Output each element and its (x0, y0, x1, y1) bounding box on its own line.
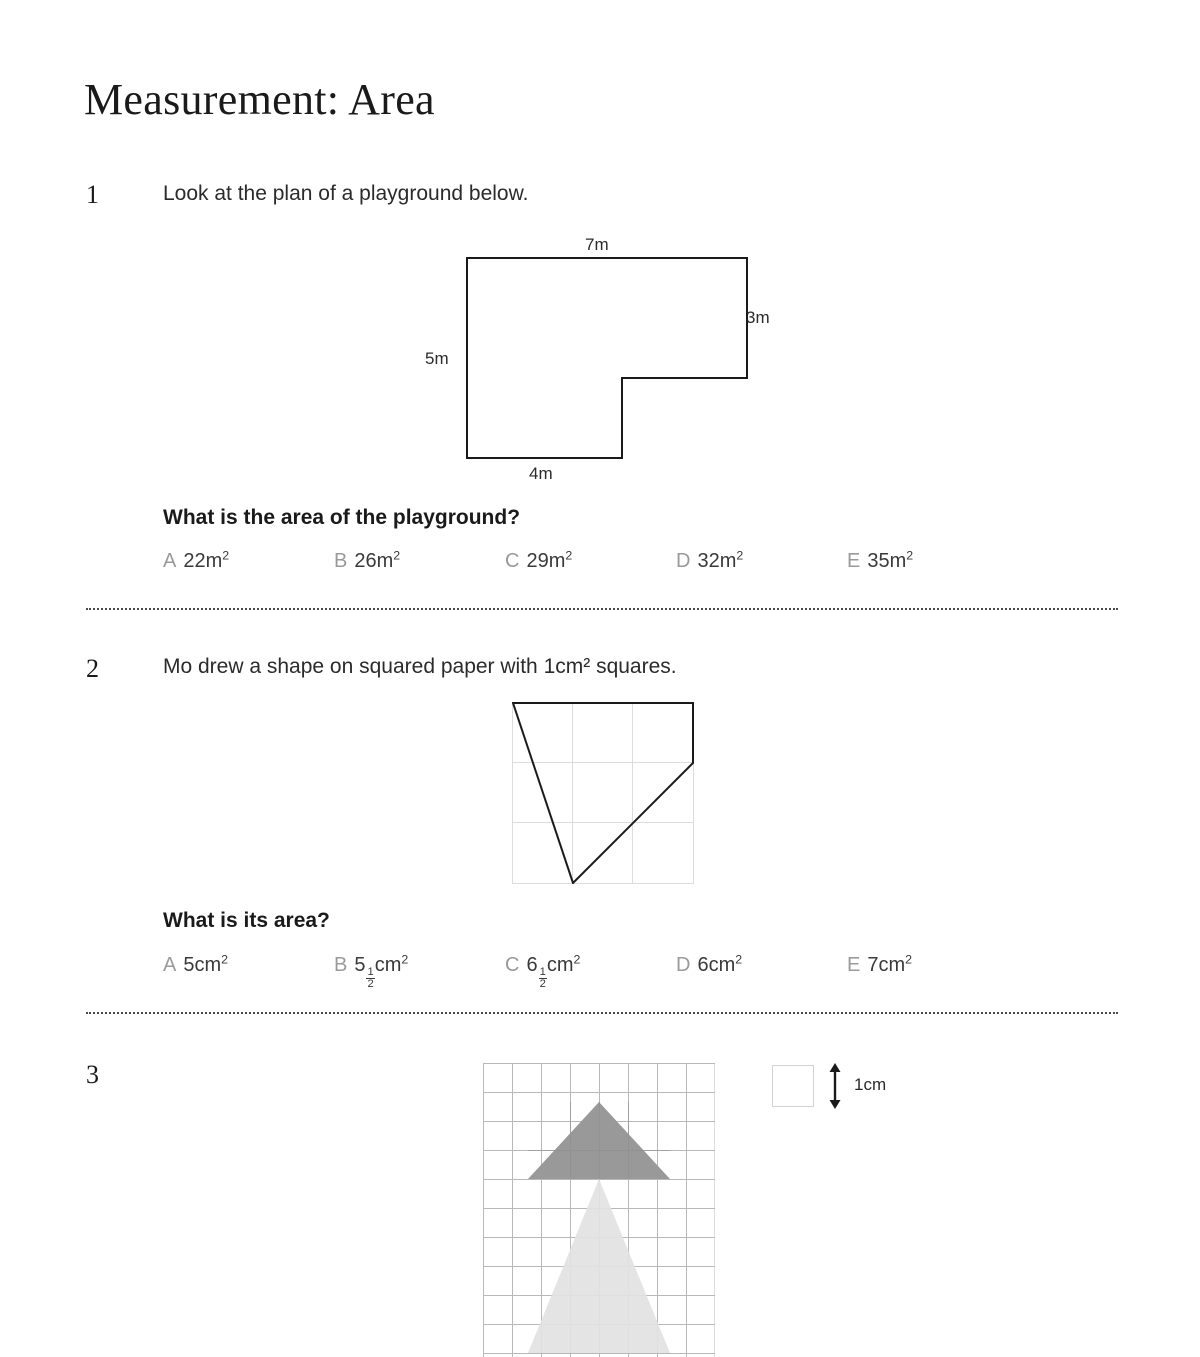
option-2-a-unit: cm (194, 954, 222, 976)
option-2-b-whole: 5 (354, 954, 366, 976)
question-1-stem: Look at the plan of a playground below. (163, 182, 529, 205)
squared-paper-svg (512, 702, 694, 884)
separator-1 (86, 608, 1118, 610)
option-1-d-letter: D (676, 550, 691, 572)
option-1-a-sup: 2 (222, 548, 230, 563)
option-2-a-whole: 5 (183, 954, 195, 976)
option-1-b[interactable] (334, 548, 400, 574)
option-2-a[interactable] (163, 952, 228, 978)
option-2-d-whole: 6 (697, 954, 709, 976)
question-1-options (163, 548, 1123, 580)
page-title: Measurement: Area (84, 75, 435, 124)
option-2-d-unit: cm (708, 954, 736, 976)
key-label-1cm: 1cm (854, 1075, 887, 1094)
option-1-d-sup: 2 (736, 548, 744, 563)
option-1-e[interactable] (847, 548, 913, 574)
option-2-d[interactable] (676, 952, 742, 978)
option-1-b-letter: B (334, 550, 348, 572)
dimension-label-bottom: 4m (529, 464, 553, 483)
option-2-c-whole: 6 (526, 954, 538, 976)
option-2-e-whole: 7 (867, 954, 879, 976)
question-1-ask: What is the area of the playground? (163, 506, 521, 529)
option-2-c-unit: cm (546, 954, 574, 976)
kite-grid-figure (483, 1063, 715, 1357)
kite-grid-svg (483, 1063, 715, 1357)
double-arrow-icon (824, 1063, 846, 1109)
option-1-b-value: 26m (354, 550, 394, 572)
option-2-b-denominator: 2 (367, 978, 374, 990)
grid-lines (512, 702, 694, 884)
option-2-a-sup: 2 (221, 952, 229, 967)
option-1-b-sup: 2 (393, 548, 401, 563)
option-2-e[interactable] (847, 952, 912, 978)
kite-grid-key (772, 1063, 902, 1113)
option-2-c-numerator: 1 (539, 965, 546, 978)
option-2-b-letter: B (334, 954, 348, 976)
option-2-c-denominator: 2 (539, 978, 546, 990)
option-1-d[interactable] (676, 548, 743, 574)
option-1-a-value: 22m (183, 550, 223, 572)
question-number-3: 3 (86, 1060, 99, 1089)
option-1-e-value: 35m (867, 550, 907, 572)
key-unit-square (772, 1065, 814, 1107)
option-2-c[interactable] (505, 952, 580, 990)
option-1-a-letter: A (163, 550, 177, 572)
option-2-c-sup: 2 (573, 952, 581, 967)
dimension-label-right: 3m (746, 308, 770, 327)
mo-shape-outline (513, 703, 693, 883)
option-1-e-letter: E (847, 550, 861, 572)
question-number-2: 2 (86, 654, 99, 683)
option-1-c-sup: 2 (565, 548, 573, 563)
separator-2 (86, 1012, 1118, 1014)
question-number-1: 1 (86, 180, 99, 209)
dimension-label-left: 5m (425, 349, 449, 368)
playground-outline (467, 258, 747, 458)
option-2-b[interactable] (334, 952, 408, 990)
option-2-c-fraction (539, 967, 547, 991)
option-1-c-value: 29m (526, 550, 566, 572)
question-2-ask: What is its area? (163, 909, 330, 932)
option-2-e-letter: E (847, 954, 861, 976)
option-2-b-sup: 2 (401, 952, 409, 967)
option-1-c-letter: C (505, 550, 520, 572)
option-2-b-unit: cm (374, 954, 402, 976)
option-2-e-unit: cm (878, 954, 906, 976)
option-1-c[interactable] (505, 548, 572, 574)
option-2-b-fraction (366, 967, 374, 991)
option-2-c-letter: C (505, 954, 520, 976)
option-1-e-sup: 2 (906, 548, 914, 563)
option-2-a-letter: A (163, 954, 177, 976)
option-2-e-sup: 2 (905, 952, 913, 967)
option-2-d-letter: D (676, 954, 691, 976)
squared-paper-figure (512, 702, 694, 884)
question-2-stem: Mo drew a shape on squared paper with 1cm² squares. (163, 655, 677, 678)
option-1-d-value: 32m (697, 550, 737, 572)
option-1-a[interactable] (163, 548, 229, 574)
dimension-label-top: 7m (585, 235, 609, 254)
option-2-d-sup: 2 (735, 952, 743, 967)
playground-plan-svg (400, 232, 820, 492)
option-2-b-numerator: 1 (367, 965, 374, 978)
playground-plan-figure (400, 232, 820, 492)
question-2-options (163, 952, 1123, 990)
